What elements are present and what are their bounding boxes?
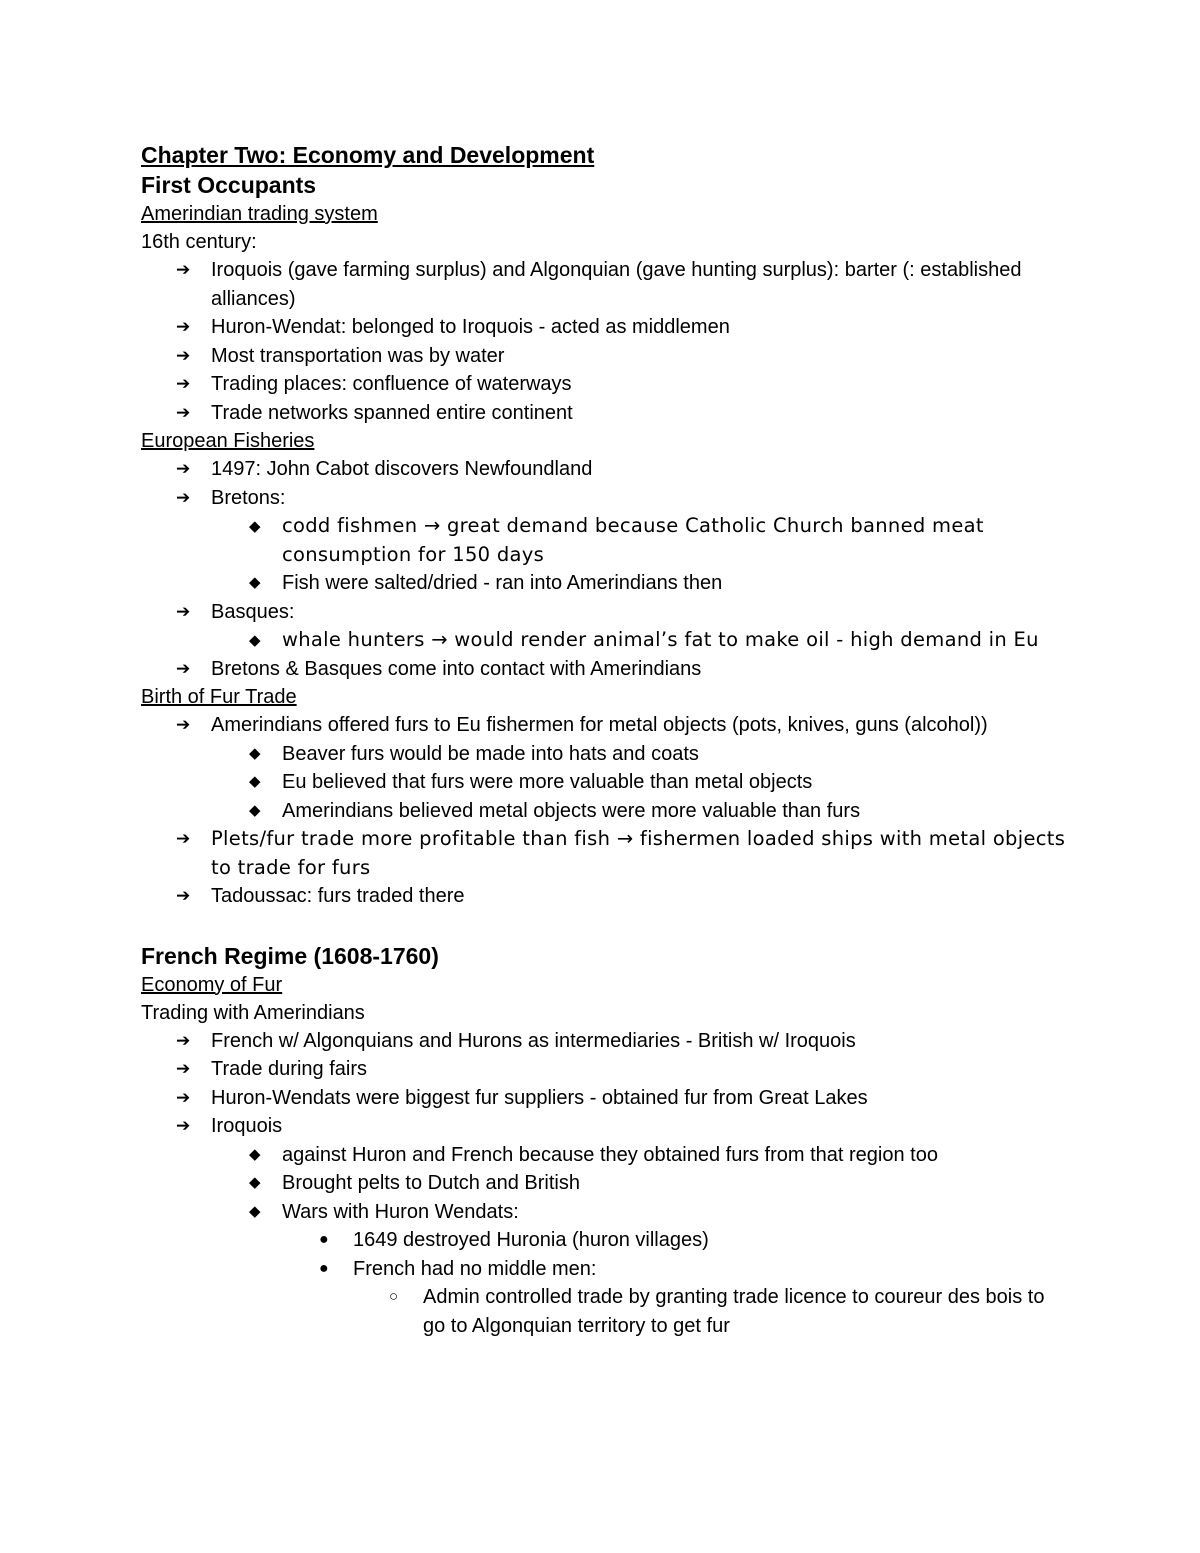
diamond-bullet-icon: ◆ (249, 1202, 261, 1220)
bullet-text: Trading places: confluence of waterways (211, 373, 572, 395)
bullet-text: 1497: John Cabot discovers Newfoundland (211, 458, 593, 480)
bullet-item-level-1 (141, 1112, 1071, 1141)
bullet-text: Amerindians believed metal objects were more valuable than furs (282, 799, 861, 822)
bullet-item-level-2 (141, 740, 1071, 769)
bullet-item-level-2 (141, 569, 1071, 598)
diamond-bullet-icon: ◆ (249, 631, 261, 649)
bullet-item-level-1 (141, 256, 1071, 313)
diamond-bullet-icon: ◆ (249, 773, 261, 790)
plain-text-line: Trading with Amerindians (141, 1001, 365, 1024)
arrow-bullet-icon: ➔ (176, 829, 191, 849)
arrow-bullet-icon: ➔ (176, 459, 191, 478)
bullet-text: Iroquois (211, 1115, 283, 1137)
bullet-item-level-2 (141, 1198, 1071, 1227)
bullet-item-level-3 (141, 1255, 1071, 1284)
bullet-item-level-4 (141, 1283, 1071, 1340)
document-page (141, 140, 1071, 1340)
bullet-item-level-1 (141, 370, 1071, 399)
disc-bullet-icon: ● (319, 1259, 329, 1277)
arrow-bullet-icon: ➔ (176, 1116, 191, 1135)
bullet-text: 1649 destroyed Huronia (huron villages) (353, 1229, 709, 1251)
section-heading: French Regime (1608-1760) (141, 942, 439, 969)
subheading: Birth of Fur Trade (141, 686, 297, 708)
arrow-bullet-icon: ➔ (176, 1030, 191, 1050)
bullet-text: Wars with Huron Wendats: (282, 1200, 519, 1223)
bullet-text: Beaver furs would be made into hats and coats (282, 742, 699, 765)
arrow-bullet-icon: ➔ (176, 402, 191, 422)
chapter-title: Chapter Two: Economy and Development (141, 142, 595, 168)
bullet-text: Brought pelts to Dutch and British (282, 1172, 580, 1194)
bullet-item-level-1 (141, 455, 1071, 484)
sections-container (141, 170, 1071, 1340)
bullet-item-level-2 (141, 626, 1071, 655)
plain-text-line: 16th century: (141, 231, 257, 253)
bullet-item-level-2 (141, 1141, 1071, 1170)
bullet-item-level-2 (141, 768, 1071, 797)
bullet-item-level-2 (141, 797, 1071, 826)
bullet-text: Iroquois (gave farming surplus) and Algonquian (gave hunting surplus): barter (: established alliances) (211, 259, 1022, 310)
circle-bullet-icon: ○ (389, 1288, 399, 1305)
subheading: Amerindian trading system (141, 203, 378, 225)
arrow-bullet-icon: ➔ (176, 715, 191, 734)
bullet-item-level-1 (141, 1027, 1071, 1056)
bullet-item-level-1 (141, 399, 1071, 428)
subheading: European Fisheries (141, 430, 315, 452)
arrow-bullet-icon: ➔ (176, 487, 191, 507)
bullet-item-level-1 (141, 1084, 1071, 1113)
bullet-text: Bretons & Basques come into contact with Amerindians (211, 657, 702, 680)
bullet-item-level-1 (141, 598, 1071, 627)
bullet-item-level-1 (141, 882, 1071, 911)
diamond-bullet-icon: ◆ (249, 517, 261, 535)
bullet-text: Amerindians offered furs to Eu fishermen for metal objects (pots, knives, guns (alcohol)) (211, 714, 988, 736)
bullet-item-level-1 (141, 825, 1071, 882)
bullet-text: Huron-Wendats were biggest fur suppliers - obtained fur from Great Lakes (211, 1086, 868, 1109)
bullet-text: whale hunters → would render animal’s fat to make oil - high demand in Eu (282, 628, 1039, 651)
arrow-bullet-icon: ➔ (176, 374, 191, 393)
diamond-bullet-icon: ◆ (249, 1174, 261, 1191)
bullet-item-level-1 (141, 484, 1071, 513)
bullet-text: Plets/fur trade more profitable than fish → fishermen loaded ships with metal objects to trade for furs (211, 827, 1066, 879)
bullet-text: Trade during fairs (211, 1058, 367, 1080)
arrow-bullet-icon: ➔ (176, 317, 191, 336)
arrow-bullet-icon: ➔ (176, 886, 191, 905)
bullet-item-level-3 (141, 1226, 1071, 1255)
bullet-item-level-1 (141, 655, 1071, 684)
arrow-bullet-icon: ➔ (176, 601, 191, 621)
bullet-text: Fish were salted/dried - ran into Amerindians then (282, 572, 723, 594)
subheading: Economy of Fur (141, 973, 283, 996)
arrow-bullet-icon: ➔ (176, 260, 191, 279)
arrow-bullet-icon: ➔ (176, 1087, 191, 1107)
bullet-text: Bretons: (211, 486, 286, 509)
section-heading: First Occupants (141, 172, 317, 198)
bullet-text: French w/ Algonquians and Hurons as intermediaries - British w/ Iroquois (211, 1029, 856, 1052)
bullet-item-level-1 (141, 313, 1071, 342)
diamond-bullet-icon: ◆ (249, 574, 261, 591)
bullet-text: against Huron and French because they obtained furs from that region too (282, 1143, 938, 1166)
bullet-item-level-1 (141, 711, 1071, 740)
bullet-item-level-2 (141, 1169, 1071, 1198)
diamond-bullet-icon: ◆ (249, 1145, 261, 1163)
diamond-bullet-icon: ◆ (249, 801, 261, 819)
bullet-text: French had no middle men: (353, 1257, 597, 1280)
bullet-text: Tadoussac: furs traded there (211, 885, 465, 907)
bullet-text: Basques: (211, 600, 295, 623)
bullet-item-level-2 (141, 512, 1071, 569)
disc-bullet-icon: ● (319, 1231, 329, 1248)
bullet-text: Eu believed that furs were more valuable than metal objects (282, 771, 813, 793)
bullet-text: Most transportation was by water (211, 344, 505, 367)
bullet-text: codd fishmen → great demand because Catholic Church banned meat consumption for 150 days (282, 514, 984, 566)
bullet-text: Huron-Wendat: belonged to Iroquois - acted as middlemen (211, 316, 730, 338)
diamond-bullet-icon: ◆ (249, 744, 261, 762)
bullet-item-level-1 (141, 342, 1071, 371)
section-spacer (141, 911, 1071, 941)
bullet-text: Admin controlled trade by granting trade licence to coureur des bois to go to Algonquian territory to get fur (423, 1286, 1045, 1337)
bullet-item-level-1 (141, 1055, 1071, 1084)
arrow-bullet-icon: ➔ (176, 658, 191, 678)
arrow-bullet-icon: ➔ (176, 345, 191, 365)
bullet-text: Trade networks spanned entire continent (211, 401, 573, 424)
arrow-bullet-icon: ➔ (176, 1059, 191, 1078)
